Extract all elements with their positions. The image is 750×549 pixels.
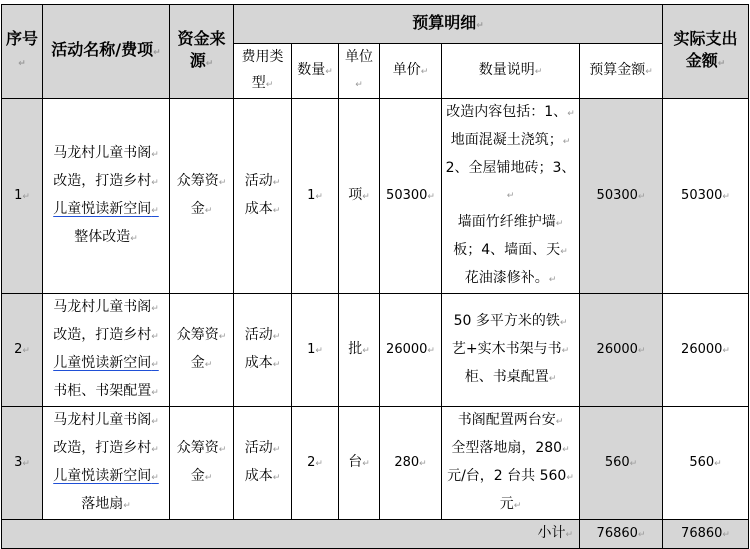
header-budget-amount: 预算金额↵ <box>580 44 663 99</box>
cell-qty-note: 书阁配置两台安↵ 全型落地扇，280↵ 元/台，2 台共 560↵ 元↵ <box>442 407 580 520</box>
paragraph-mark-icon: ↵ <box>272 473 281 483</box>
cell-unit-price: 280↵ <box>380 407 442 520</box>
paragraph-mark-icon: ↵ <box>722 345 730 356</box>
paragraph-mark-icon: ↵ <box>555 417 564 427</box>
paragraph-mark-icon: ↵ <box>559 318 568 328</box>
paragraph-mark-icon: ↵ <box>272 206 281 216</box>
paragraph-mark-icon: ↵ <box>22 345 30 356</box>
paragraph-mark-icon: ↵ <box>151 388 159 398</box>
paragraph-mark-icon: ↵ <box>637 191 646 202</box>
header-qty-note: 数量说明↵ <box>442 44 580 99</box>
paragraph-mark-icon: ↵ <box>562 137 571 147</box>
header-fund-source: 资金来源↵ <box>170 5 234 99</box>
header-activity: 活动名称/费项↵ <box>43 5 170 99</box>
paragraph-mark-icon: ↵ <box>567 109 575 119</box>
table-row <box>2 294 749 407</box>
cell-fund-source: 众筹资↵ 金↵ <box>170 294 234 407</box>
paragraph-mark-icon: ↵ <box>325 67 333 77</box>
cell-seq: 1↵ <box>2 99 43 294</box>
paragraph-mark-icon: ↵ <box>427 345 435 356</box>
paragraph-mark-icon: ↵ <box>204 473 213 483</box>
cell-actual: 50300↵ <box>663 99 749 294</box>
paragraph-mark-icon: ↵ <box>566 473 574 483</box>
paragraph-mark-icon: ↵ <box>645 67 653 77</box>
paragraph-mark-icon: ↵ <box>130 234 138 244</box>
header-cost-type: 费用类型↵ <box>234 44 292 99</box>
paragraph-mark-icon: ↵ <box>506 191 515 201</box>
paragraph-mark-icon: ↵ <box>714 458 722 469</box>
paragraph-mark-icon: ↵ <box>419 458 427 469</box>
paragraph-mark-icon: ↵ <box>151 445 159 455</box>
paragraph-mark-icon: ↵ <box>151 360 159 370</box>
cell-qty-note: 改造内容包括：1、↵ 地面混凝土浇筑；↵ 2、全屋铺地砖；3、↵ 墙面竹纤维护墙↵ 板；4、墙面、天↵ 花油漆修补。↵ <box>442 99 580 294</box>
cell-activity: 马龙村儿童书阁↵ 改造，打造乡村↵ 儿童悦读新空间↵ 整体改造↵ <box>43 99 170 294</box>
subtotal-row <box>2 520 749 549</box>
cell-cost-type: 活动↵ 成本↵ <box>234 99 292 294</box>
cell-budget-amount: 50300↵ <box>580 99 663 294</box>
cell-actual: 26000↵ <box>663 294 749 407</box>
paragraph-mark-icon: ↵ <box>362 346 370 356</box>
paragraph-mark-icon: ↵ <box>534 67 543 77</box>
paragraph-mark-icon: ↵ <box>153 48 161 58</box>
paragraph-mark-icon: ↵ <box>722 529 730 540</box>
cell-actual: 560↵ <box>663 407 749 520</box>
paragraph-mark-icon: ↵ <box>722 191 730 202</box>
cell-quantity: 1↵ <box>292 294 339 407</box>
subtotal-budget-amount: 76860↵ <box>580 520 663 549</box>
paragraph-mark-icon: ↵ <box>151 332 159 342</box>
cell-unit-price: 50300↵ <box>380 99 442 294</box>
cell-qty-note: 50 多平方米的铁↵ 艺+实木书架与书↵ 柜、书桌配置↵ <box>442 294 580 407</box>
header-actual: 实际支出金额↵ <box>663 5 749 99</box>
header-unit: 单位↵ <box>339 44 380 99</box>
cell-activity: 马龙村儿童书阁↵ 改造，打造乡村↵ 儿童悦读新空间↵ 书柜、书架配置↵ <box>43 294 170 407</box>
paragraph-mark-icon: ↵ <box>18 59 26 69</box>
header-budget-detail: 预算明细↵ <box>234 5 663 44</box>
cell-cost-type: 活动↵ 成本↵ <box>234 407 292 520</box>
subtotal-actual: 76860↵ <box>663 520 749 549</box>
paragraph-mark-icon: ↵ <box>362 192 370 202</box>
paragraph-mark-icon: ↵ <box>265 80 274 90</box>
paragraph-mark-icon: ↵ <box>717 59 726 69</box>
paragraph-mark-icon: ↵ <box>151 178 159 188</box>
cell-quantity: 1↵ <box>292 99 339 294</box>
paragraph-mark-icon: ↵ <box>315 458 323 469</box>
paragraph-mark-icon: ↵ <box>151 473 159 483</box>
paragraph-mark-icon: ↵ <box>513 501 522 511</box>
paragraph-mark-icon: ↵ <box>123 501 131 511</box>
paragraph-mark-icon: ↵ <box>548 275 557 285</box>
paragraph-mark-icon: ↵ <box>315 191 323 202</box>
paragraph-mark-icon: ↵ <box>272 332 281 342</box>
cell-budget-amount: 560↵ <box>580 407 663 520</box>
paragraph-mark-icon: ↵ <box>218 445 227 455</box>
paragraph-mark-icon: ↵ <box>629 458 638 469</box>
cell-seq: 3↵ <box>2 407 43 520</box>
paragraph-mark-icon: ↵ <box>315 345 323 356</box>
paragraph-mark-icon: ↵ <box>562 445 570 455</box>
paragraph-mark-icon: ↵ <box>151 150 159 160</box>
paragraph-mark-icon: ↵ <box>22 458 30 469</box>
cell-fund-source: 众筹资↵ 金↵ <box>170 99 234 294</box>
cell-activity: 马龙村儿童书阁↵ 改造，打造乡村↵ 儿童悦读新空间↵ 落地扇↵ <box>43 407 170 520</box>
paragraph-mark-icon: ↵ <box>151 206 159 216</box>
paragraph-mark-icon: ↵ <box>565 530 573 540</box>
cell-unit: 台↵ <box>339 407 380 520</box>
paragraph-mark-icon: ↵ <box>420 67 429 77</box>
paragraph-mark-icon: ↵ <box>151 417 159 427</box>
subtotal-label: 小计↵ <box>2 520 580 549</box>
paragraph-mark-icon: ↵ <box>204 360 213 370</box>
paragraph-mark-icon: ↵ <box>205 59 214 69</box>
table-row <box>2 99 749 294</box>
paragraph-mark-icon: ↵ <box>560 247 568 257</box>
paragraph-mark-icon: ↵ <box>476 20 484 31</box>
budget-table <box>1 4 749 549</box>
header-quantity: 数量↵ <box>292 44 339 99</box>
paragraph-mark-icon: ↵ <box>561 346 570 356</box>
header-unit-price: 单价↵ <box>380 44 442 99</box>
paragraph-mark-icon: ↵ <box>272 445 281 455</box>
cell-fund-source: 众筹资↵ 金↵ <box>170 407 234 520</box>
paragraph-mark-icon: ↵ <box>637 345 646 356</box>
paragraph-mark-icon: ↵ <box>355 80 363 90</box>
paragraph-mark-icon: ↵ <box>218 332 227 342</box>
header-seq: 序号↵ <box>2 5 43 99</box>
paragraph-mark-icon: ↵ <box>218 178 227 188</box>
cell-quantity: 2↵ <box>292 407 339 520</box>
paragraph-mark-icon: ↵ <box>151 304 159 314</box>
cell-unit-price: 26000↵ <box>380 294 442 407</box>
paragraph-mark-icon: ↵ <box>548 374 557 384</box>
cell-seq: 2↵ <box>2 294 43 407</box>
paragraph-mark-icon: ↵ <box>362 459 370 469</box>
paragraph-mark-icon: ↵ <box>555 219 564 229</box>
paragraph-mark-icon: ↵ <box>427 191 435 202</box>
cell-unit: 项↵ <box>339 99 380 294</box>
cell-budget-amount: 26000↵ <box>580 294 663 407</box>
cell-unit: 批↵ <box>339 294 380 407</box>
cell-cost-type: 活动↵ 成本↵ <box>234 294 292 407</box>
paragraph-mark-icon: ↵ <box>22 191 30 202</box>
paragraph-mark-icon: ↵ <box>204 206 213 216</box>
paragraph-mark-icon: ↵ <box>272 360 281 370</box>
paragraph-mark-icon: ↵ <box>637 529 646 540</box>
paragraph-mark-icon: ↵ <box>272 178 281 188</box>
table-row <box>2 407 749 520</box>
